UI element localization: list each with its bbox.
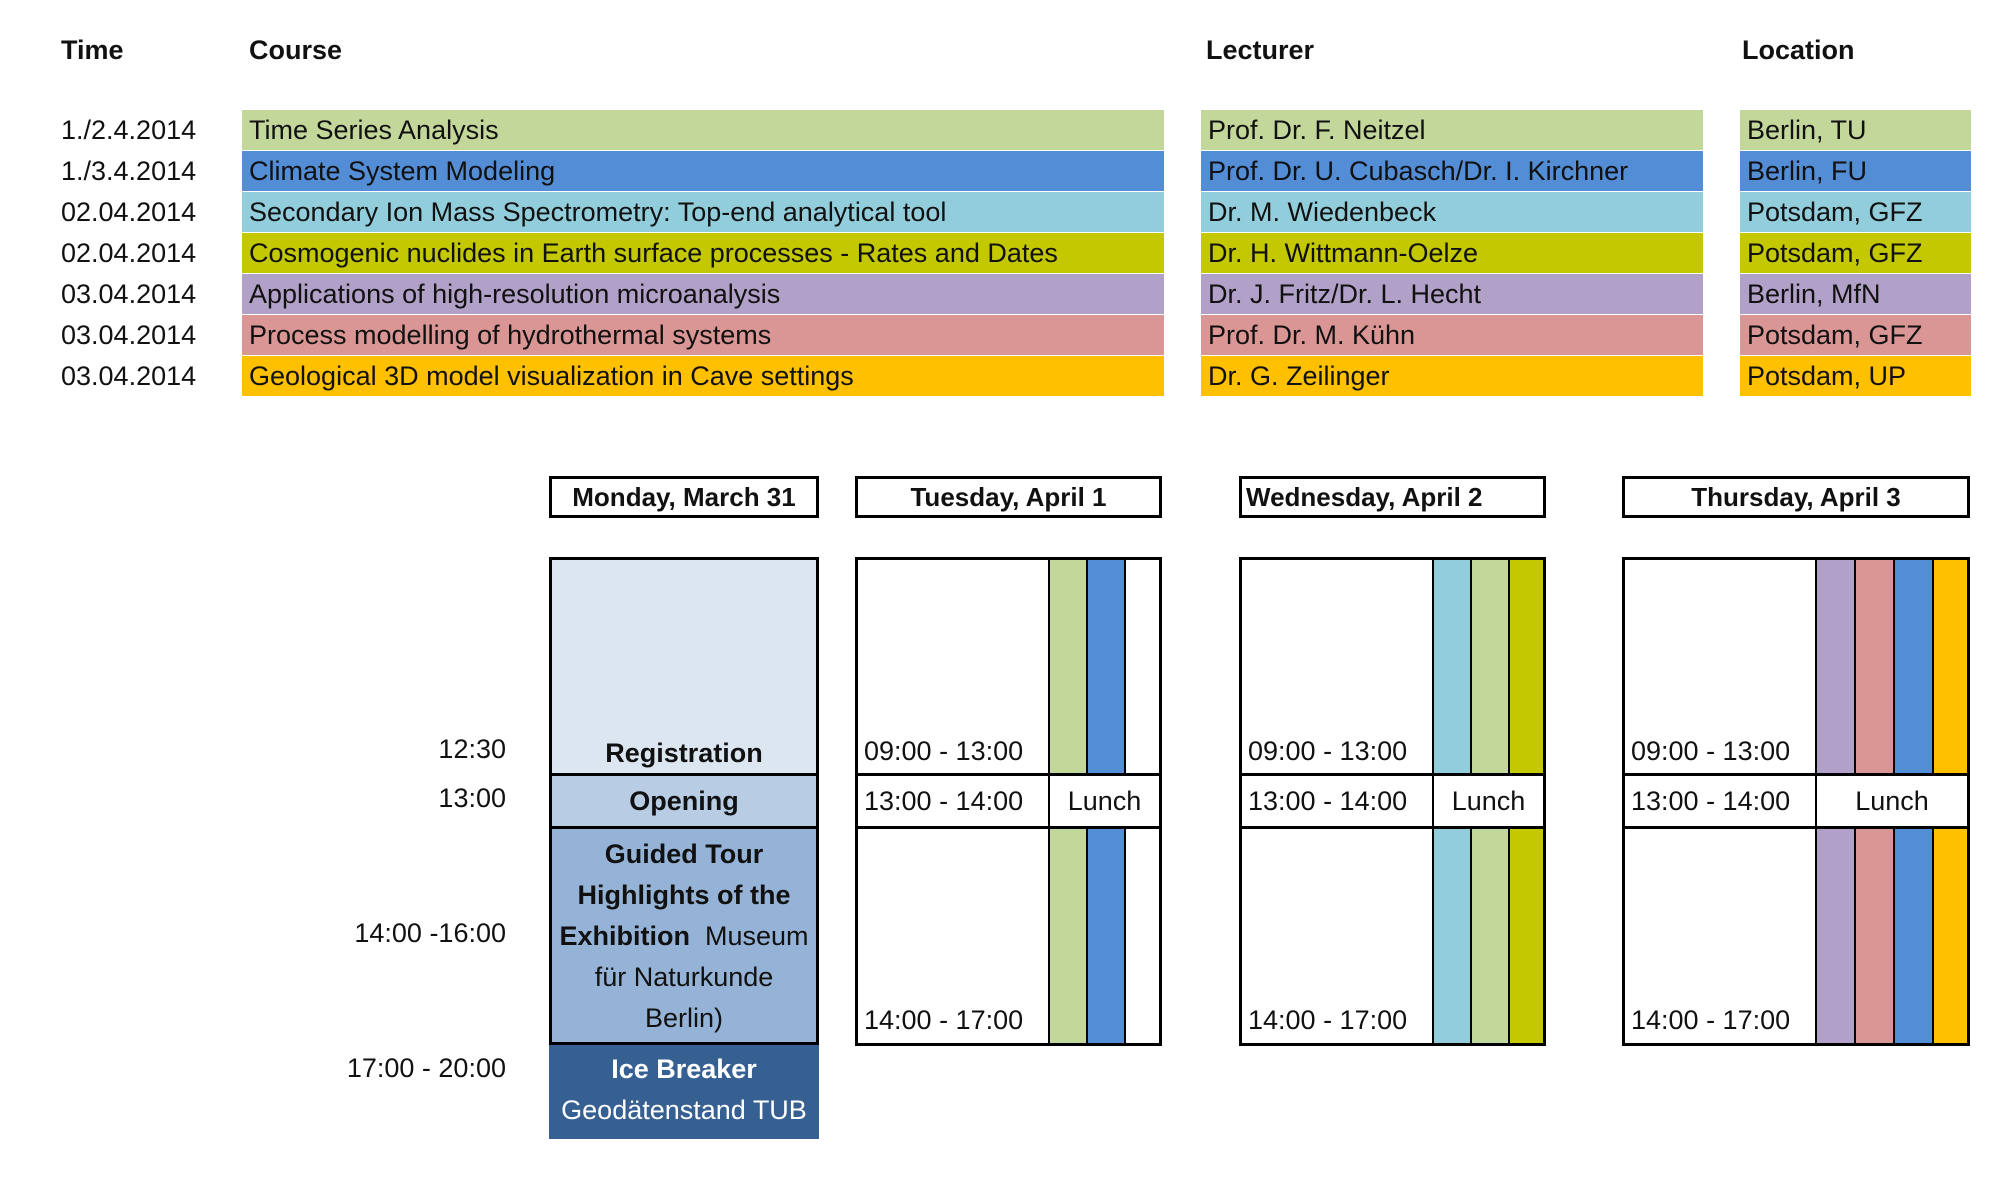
tuesday-lunch-block <box>855 773 1162 829</box>
row-lecturer: Prof. Dr. M. Kühn <box>1201 315 1703 355</box>
time-label-1400: 14:00 -16:00 <box>354 918 506 948</box>
time-label-1700: 17:00 - 20:00 <box>346 1053 506 1083</box>
guided-tour-block <box>549 826 819 1045</box>
row-lecturer: Dr. J. Fritz/Dr. L. Hecht <box>1201 274 1703 314</box>
wednesday-lunch-time: 13:00 - 14:00 <box>1248 786 1408 816</box>
stripe-sims <box>1432 829 1470 1043</box>
stripe-empty <box>1124 560 1159 773</box>
thursday-afternoon-block <box>1622 826 1970 1046</box>
row-time: 02.04.2014 <box>61 238 197 268</box>
row-time: 03.04.2014 <box>61 361 197 391</box>
tour-museum: Museum <box>704 921 809 951</box>
row-lecturer: Dr. H. Wittmann-Oelze <box>1201 233 1703 273</box>
row-time: 1./2.4.2014 <box>61 115 197 145</box>
stripe-sims <box>1432 560 1470 773</box>
row-course: Applications of high-resolution microanalysis <box>242 274 1164 314</box>
row-time: 1./3.4.2014 <box>61 156 197 186</box>
row-location: Potsdam, GFZ <box>1740 192 1971 232</box>
row-course: Time Series Analysis <box>242 110 1164 150</box>
tuesday-lunch-time: 13:00 - 14:00 <box>864 786 1024 816</box>
header-location: Location <box>1742 35 1855 65</box>
stripe-microanalysis <box>1815 829 1854 1043</box>
tour-subtitle: Highlights of the <box>577 880 791 910</box>
tuesday-column <box>855 557 1162 1046</box>
registration-block <box>549 557 819 776</box>
thursday-morning-block <box>1622 557 1970 776</box>
stripe-cosmogenic <box>1508 829 1543 1043</box>
opening-label: Opening <box>629 785 739 816</box>
tuesday-morning-block <box>855 557 1162 776</box>
icebreaker-block <box>549 1045 819 1139</box>
tour-exhibition: Exhibition <box>559 921 690 951</box>
row-location: Potsdam, UP <box>1740 356 1971 396</box>
thursday-morning-time: 09:00 - 13:00 <box>1631 736 1791 766</box>
stripe-3d-model <box>1932 560 1967 773</box>
wednesday-lunch-block <box>1239 773 1546 829</box>
wednesday-afternoon-block <box>1239 826 1546 1046</box>
row-location: Berlin, TU <box>1740 110 1971 150</box>
day-header-tuesday: Tuesday, April 1 <box>855 476 1162 518</box>
stripe-climate <box>1086 560 1124 773</box>
wednesday-column <box>1239 557 1546 1046</box>
tuesday-lunch-label: Lunch <box>1048 776 1159 826</box>
time-label-1230: 12:30 <box>438 734 506 764</box>
stripe-time-series <box>1470 560 1508 773</box>
day-header-thursday: Thursday, April 3 <box>1622 476 1970 518</box>
icebreaker-title: Ice Breaker <box>611 1054 757 1084</box>
stripe-3d-model <box>1932 829 1967 1043</box>
wednesday-lunch-label: Lunch <box>1432 776 1543 826</box>
row-course: Cosmogenic nuclides in Earth surface processes - Rates and Dates <box>242 233 1164 273</box>
row-location: Berlin, MfN <box>1740 274 1971 314</box>
tour-berlin: Berlin) <box>644 1003 724 1033</box>
thursday-column <box>1622 557 1970 1046</box>
row-location: Berlin, FU <box>1740 151 1971 191</box>
table-row <box>0 233 2016 273</box>
row-location: Potsdam, GFZ <box>1740 315 1971 355</box>
stripe-empty <box>1124 829 1159 1043</box>
stripe-time-series <box>1048 560 1086 773</box>
table-row <box>0 356 2016 396</box>
wednesday-morning-time: 09:00 - 13:00 <box>1248 736 1408 766</box>
header-course: Course <box>249 35 343 65</box>
row-lecturer: Dr. G. Zeilinger <box>1201 356 1703 396</box>
thursday-lunch-label: Lunch <box>1815 776 1967 826</box>
day-header-wednesday: Wednesday, April 2 <box>1239 476 1546 518</box>
tour-naturkunde: für Naturkunde <box>594 962 774 992</box>
row-lecturer: Prof. Dr. F. Neitzel <box>1201 110 1703 150</box>
stripe-climate <box>1893 560 1932 773</box>
wednesday-afternoon-time: 14:00 - 17:00 <box>1248 1005 1408 1035</box>
thursday-afternoon-time: 14:00 - 17:00 <box>1631 1005 1791 1035</box>
row-course: Geological 3D model visualization in Cave settings <box>242 356 1164 396</box>
stripe-climate <box>1086 829 1124 1043</box>
row-course: Process modelling of hydrothermal systems <box>242 315 1164 355</box>
table-row <box>0 151 2016 191</box>
tour-title: Guided Tour <box>604 839 764 869</box>
table-row <box>0 274 2016 314</box>
table-row <box>0 110 2016 150</box>
stripe-hydrothermal <box>1854 560 1893 773</box>
thursday-lunch-block <box>1622 773 1970 829</box>
row-time: 03.04.2014 <box>61 279 197 309</box>
header-time: Time <box>61 35 124 65</box>
stripe-climate <box>1893 829 1932 1043</box>
stripe-cosmogenic <box>1508 560 1543 773</box>
stripe-microanalysis <box>1815 560 1854 773</box>
registration-label: Registration <box>605 738 763 768</box>
tuesday-afternoon-block <box>855 826 1162 1046</box>
day-header-monday: Monday, March 31 <box>549 476 819 518</box>
tuesday-morning-time: 09:00 - 13:00 <box>864 736 1024 766</box>
monday-column <box>549 557 819 1139</box>
opening-block <box>549 773 819 829</box>
row-lecturer: Dr. M. Wiedenbeck <box>1201 192 1703 232</box>
row-time: 02.04.2014 <box>61 197 197 227</box>
icebreaker-place: Geodätenstand TUB <box>561 1095 807 1125</box>
row-location: Potsdam, GFZ <box>1740 233 1971 273</box>
row-lecturer: Prof. Dr. U. Cubasch/Dr. I. Kirchner <box>1201 151 1703 191</box>
table-row <box>0 192 2016 232</box>
thursday-lunch-time: 13:00 - 14:00 <box>1631 786 1791 816</box>
row-time: 03.04.2014 <box>61 320 197 350</box>
row-course: Secondary Ion Mass Spectrometry: Top-end analytical tool <box>242 192 1164 232</box>
wednesday-morning-block <box>1239 557 1546 776</box>
stripe-time-series <box>1048 829 1086 1043</box>
time-label-1300: 13:00 <box>438 783 506 813</box>
header-lecturer: Lecturer <box>1206 35 1315 65</box>
stripe-time-series <box>1470 829 1508 1043</box>
tuesday-afternoon-time: 14:00 - 17:00 <box>864 1005 1024 1035</box>
row-course: Climate System Modeling <box>242 151 1164 191</box>
stripe-hydrothermal <box>1854 829 1893 1043</box>
table-row <box>0 315 2016 355</box>
